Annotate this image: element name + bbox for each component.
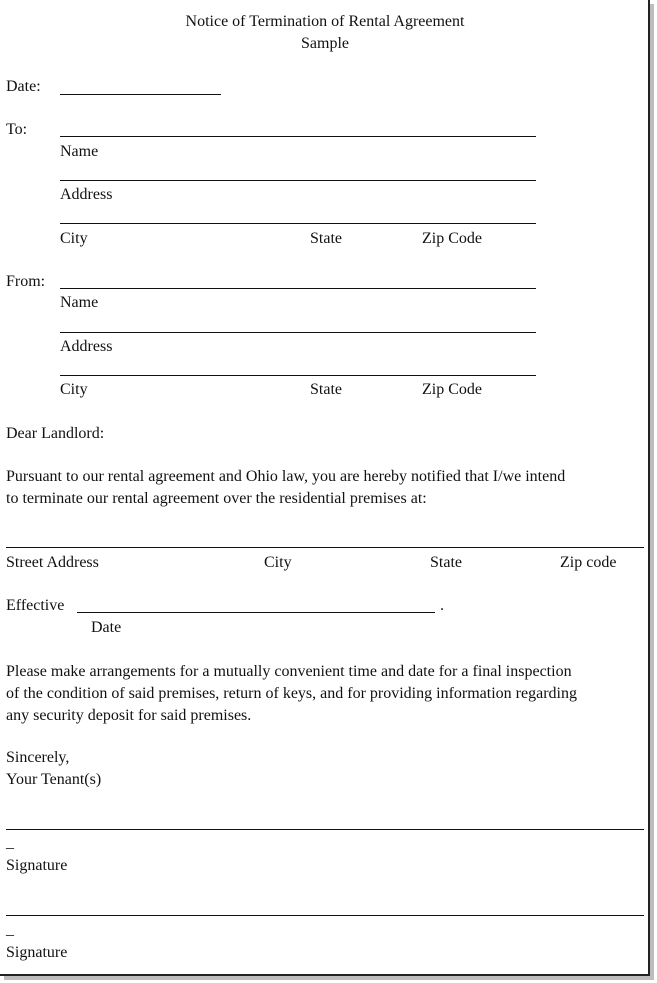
from-address-label: Address — [60, 338, 113, 355]
to-name-line[interactable] — [60, 136, 536, 137]
salutation: Dear Landlord: — [6, 425, 105, 442]
paragraph-1-line-1: Pursuant to our rental agreement and Ohio law, you are hereby notified that I/we intend — [6, 468, 566, 485]
closing-sincerely: Sincerely, — [6, 749, 70, 766]
to-name-label: Name — [60, 143, 99, 160]
form-title: Notice of Termination of Rental Agreement — [185, 13, 465, 30]
page-shadow-bottom — [4, 976, 654, 980]
from-name-label: Name — [60, 294, 99, 311]
page-shadow-right — [650, 4, 654, 980]
date-line[interactable] — [60, 94, 221, 95]
form-subtitle: Sample — [301, 35, 349, 52]
to-city-line[interactable] — [60, 223, 536, 224]
to-address-label: Address — [60, 186, 113, 203]
to-state-label: State — [310, 230, 342, 247]
from-city-line[interactable] — [60, 375, 536, 376]
signature-dash-2: _ — [6, 921, 14, 938]
from-label: From: — [6, 273, 46, 290]
effective-period: . — [440, 597, 444, 614]
effective-label: Effective — [6, 597, 65, 614]
signature-label-1: Signature — [6, 857, 68, 874]
to-label: To: — [6, 121, 28, 138]
from-city-label: City — [60, 381, 88, 398]
paragraph-1-line-2: to terminate our rental agreement over the residential premises at: — [6, 490, 427, 507]
to-city-label: City — [60, 230, 88, 247]
premises-line[interactable] — [6, 547, 644, 548]
signature-dash-1: _ — [6, 834, 14, 851]
from-zip-label: Zip Code — [422, 381, 482, 398]
from-address-line[interactable] — [60, 332, 536, 333]
effective-date-line[interactable] — [77, 612, 435, 613]
from-name-line[interactable] — [60, 288, 536, 289]
closing-tenants: Your Tenant(s) — [6, 771, 102, 788]
signature-line-1[interactable] — [6, 829, 644, 830]
date-label: Date: — [6, 78, 41, 95]
to-address-line[interactable] — [60, 180, 536, 181]
from-state-label: State — [310, 381, 342, 398]
signature-line-2[interactable] — [6, 915, 644, 916]
signature-label-2: Signature — [6, 944, 68, 961]
effective-date-label: Date — [91, 619, 122, 636]
paragraph-2-line-2: of the condition of said premises, return of keys, and for providing information regarding — [6, 685, 577, 702]
paragraph-2-line-1: Please make arrangements for a mutually convenient time and date for a final inspection — [6, 663, 572, 680]
premises-city-label: City — [264, 554, 292, 571]
premises-street-label: Street Address — [6, 554, 99, 571]
paragraph-2-line-3: any security deposit for said premises. — [6, 707, 252, 724]
premises-state-label: State — [430, 554, 462, 571]
to-zip-label: Zip Code — [422, 230, 482, 247]
premises-zip-label: Zip code — [560, 554, 617, 571]
